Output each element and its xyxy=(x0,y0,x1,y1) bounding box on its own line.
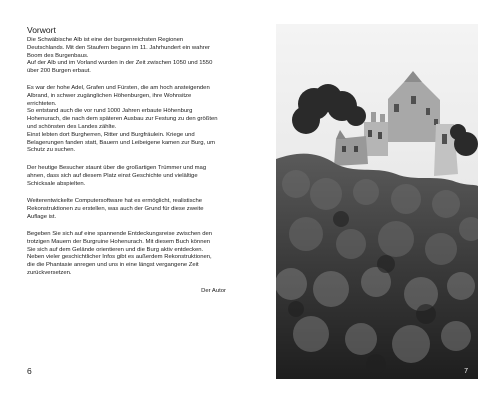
text-line: errichteten. xyxy=(27,100,57,107)
text-line: Neben vieler geschichtlicher Infos gibt es außerdem Rekonstruktionen, xyxy=(27,254,212,261)
text-line: Sie sich auf dem Gelände orientieren und die Burg aktiv entdecken. xyxy=(27,246,204,253)
text-line: ahnen, dass sich auf diesem Platz einst Geschichte und vielältige xyxy=(27,172,198,179)
text-line: Schutz zu suchen. xyxy=(27,147,76,154)
text-line: zurückversetzen. xyxy=(27,269,72,276)
paragraph-1 xyxy=(27,37,232,76)
page-title: Vorwort xyxy=(27,25,56,35)
text-line: Hohenurach, die nach dem späteren Ausbau zur Festung zu den größten xyxy=(27,116,218,123)
text-line: trotzigen Mauern der Burgruine Hohenurach. Mit diesem Buch können xyxy=(27,238,211,245)
text-line: Auflage ist. xyxy=(27,213,57,220)
page-number-left: 6 xyxy=(27,366,32,376)
paragraph-3 xyxy=(27,165,232,188)
text-line: Weiterentwickelte Computersoftware hat es ermöglicht, realistische xyxy=(27,198,203,204)
text-line: und schönsten des Landes zählte. xyxy=(27,123,117,130)
paragraph-4 xyxy=(27,198,232,221)
paragraph-2 xyxy=(27,85,232,155)
author-signature: Der Autor xyxy=(201,288,226,294)
text-line: über 200 Burgen erbaut. xyxy=(27,68,91,75)
text-line: So entstand auch die vor rund 1000 Jahren erbaute Höhenburg xyxy=(27,108,193,115)
text-line: Begeben Sie sich auf eine spannende Entdeckungsreise zwischen den xyxy=(27,231,213,237)
text-line: Einst lebten dort Burgherren, Ritter und Burgfräulein. Kriege und xyxy=(27,131,195,138)
text-line: Die Schwäbische Alb ist eine der burgenreichsten Regionen xyxy=(27,37,184,43)
text-line: die die Phantasie anregen und uns in eine längst vergangene Zeit xyxy=(27,262,199,269)
castle-ruin-photo xyxy=(276,24,478,379)
right-page xyxy=(250,0,500,400)
text-line: Deutschlands. Mit den Staufern begann im 11. Jahrhundert ein wahrer xyxy=(27,44,210,51)
text-line: Belagerungen fanden statt, Bauern und Leibeigene kamen zur Burg, um xyxy=(27,139,215,146)
page-number-right: 7 xyxy=(464,368,468,375)
text-line: Schicksale abspielten. xyxy=(27,180,86,187)
text-line: Es war der hohe Adel, Grafen und Fürsten, die am hoch ansteigenden xyxy=(27,85,210,91)
text-line: Rekonstruktionen zu erstellen, was auch der Grund für diese zweite xyxy=(27,205,204,212)
text-line: Boom des Burgenbaus. xyxy=(27,52,89,59)
text-line: Albrand, in schwer zugänglichen Höhenburgen, ihre Wohnsitze xyxy=(27,92,192,99)
paragraph-5 xyxy=(27,231,232,278)
text-line: Auf der Alb und im Vorland wurden in der Zeit zwischen 1050 und 1550 xyxy=(27,60,213,67)
text-line: Der heutige Besucher staunt über die großartigen Trümmer und mag xyxy=(27,165,207,171)
